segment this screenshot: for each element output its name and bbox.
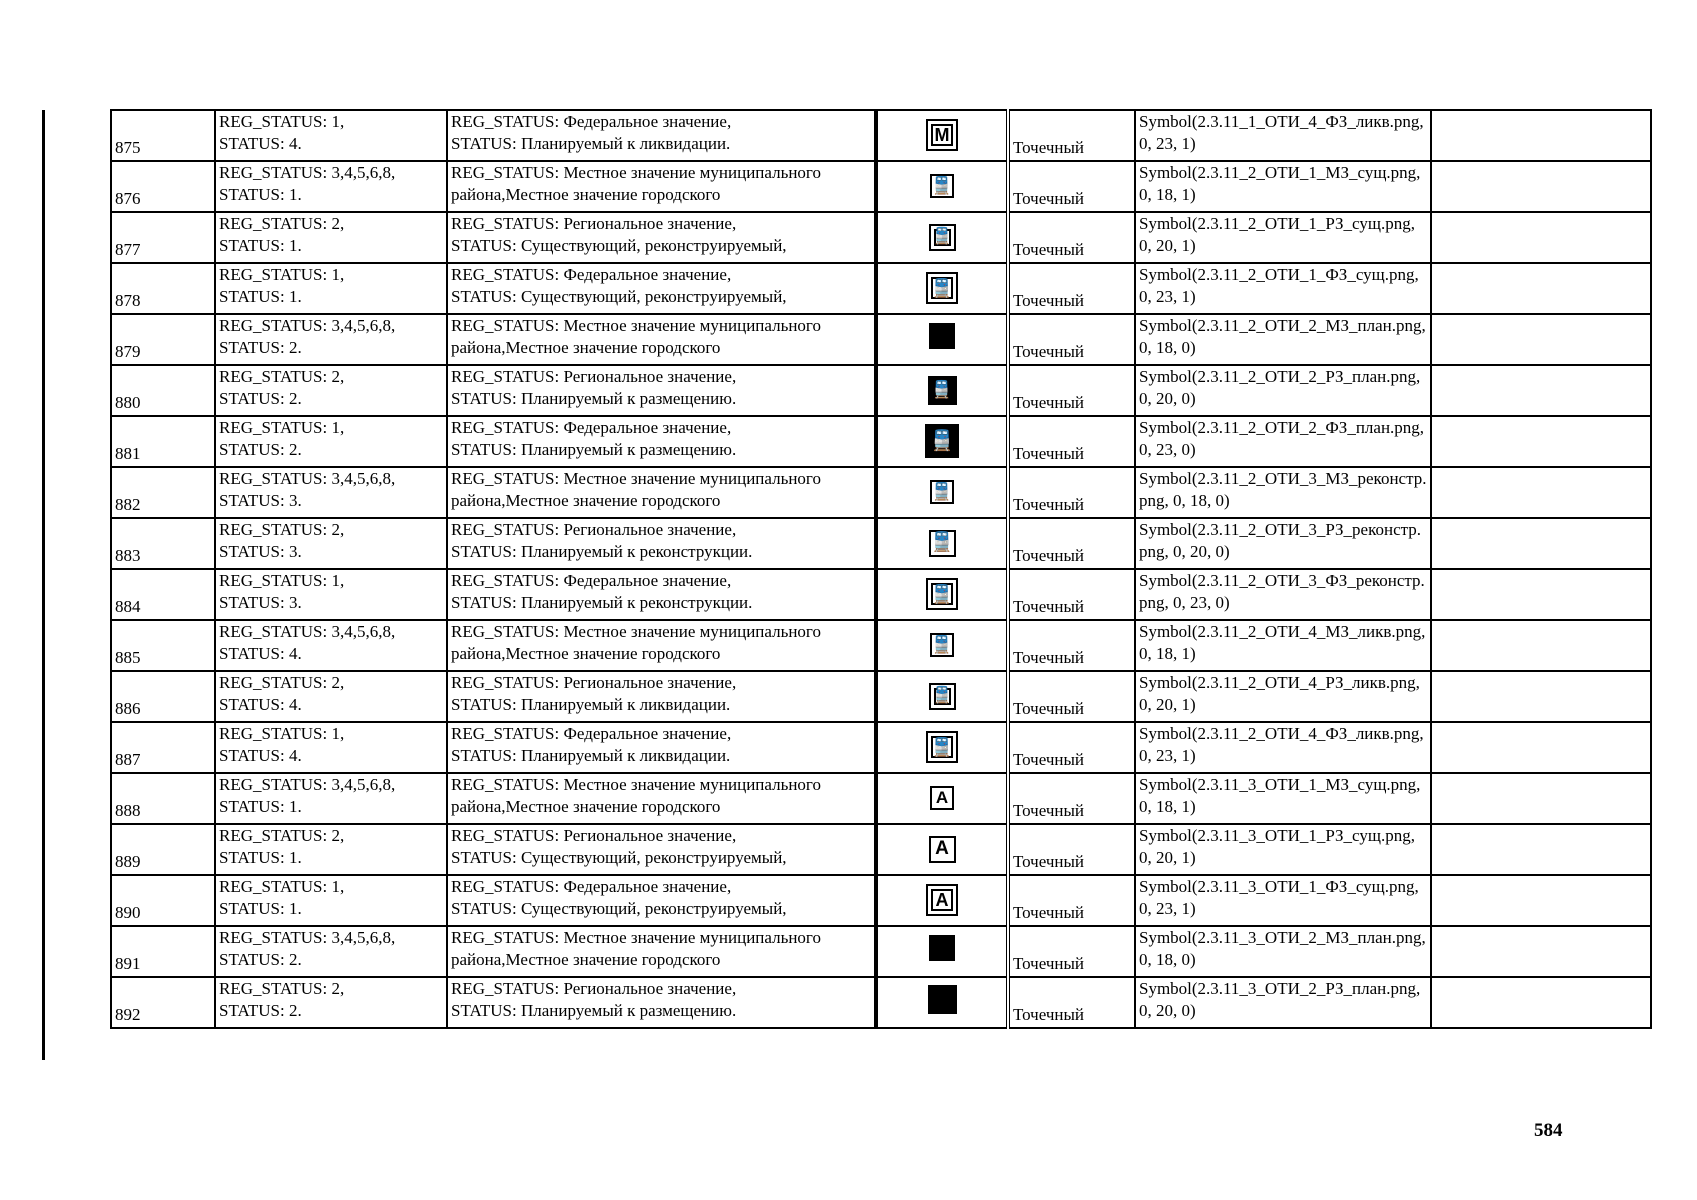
status-description-line: REG_STATUS: Федеральное значение, <box>451 724 732 743</box>
black-square-icon <box>928 985 957 1014</box>
symbol-preview-cell <box>876 161 1008 212</box>
reg-status-line: STATUS: 2. <box>219 389 302 408</box>
status-description-line: REG_STATUS: Федеральное значение, <box>451 265 732 284</box>
row-number-cell: 876 <box>111 161 215 212</box>
reg-status-line: REG_STATUS: 1, <box>219 571 345 590</box>
symbol-preview-cell <box>876 110 1008 161</box>
reg-status-line: REG_STATUS: 1, <box>219 265 345 284</box>
status-description-line: STATUS: Планируемый к ликвидации. <box>451 695 731 714</box>
reg-status-codes-cell <box>215 263 447 314</box>
row-number-cell: 890 <box>111 875 215 926</box>
reg-status-codes-cell <box>215 926 447 977</box>
status-description-cell <box>447 467 876 518</box>
symbol-style-cell: Symbol(2.3.11_3_ОТИ_2_МЗ_план.png, 0, 18, 0) <box>1135 926 1431 977</box>
empty-cell <box>1431 620 1651 671</box>
status-description-line: STATUS: Существующий, реконструируемый, <box>451 899 787 918</box>
reg-status-line: STATUS: 4. <box>219 695 302 714</box>
empty-cell <box>1431 212 1651 263</box>
reg-status-line: STATUS: 1. <box>219 236 302 255</box>
status-description-line: STATUS: Существующий, реконструируемый, <box>451 236 787 255</box>
reg-status-line: STATUS: 2. <box>219 440 302 459</box>
train-icon: 🚆 <box>930 480 954 504</box>
symbol-style-cell: Symbol(2.3.11_2_ОТИ_4_МЗ_ликв.png, 0, 18, 1) <box>1135 620 1431 671</box>
status-description-line: REG_STATUS: Местное значение муниципального <box>451 928 821 947</box>
status-description-line: REG_STATUS: Региональное значение, <box>451 367 737 386</box>
table-row <box>111 263 1651 314</box>
geometry-type-cell: Точечный <box>1008 671 1135 722</box>
empty-cell <box>1431 875 1651 926</box>
reg-status-line: REG_STATUS: 1, <box>219 724 345 743</box>
reg-status-codes-cell <box>215 569 447 620</box>
status-description-cell <box>447 722 876 773</box>
reg-status-line: REG_STATUS: 2, <box>219 673 345 692</box>
table-row <box>111 365 1651 416</box>
reg-status-line: REG_STATUS: 3,4,5,6,8, <box>219 775 396 794</box>
train-icon <box>926 578 958 610</box>
symbol-preview-cell <box>876 620 1008 671</box>
symbol-preview-cell <box>876 773 1008 824</box>
reg-status-line: STATUS: 1. <box>219 899 302 918</box>
status-description-line: REG_STATUS: Местное значение муниципального <box>451 316 821 335</box>
train-glyph: 🚆 <box>930 584 954 604</box>
reg-status-codes-cell <box>215 977 447 1028</box>
symbol-preview-cell <box>876 671 1008 722</box>
symbol-preview-cell <box>876 569 1008 620</box>
status-description-cell <box>447 569 876 620</box>
reg-status-line: STATUS: 4. <box>219 134 302 153</box>
letter-a-icon: A <box>929 836 956 863</box>
row-number-cell: 883 <box>111 518 215 569</box>
status-description-line: STATUS: Планируемый к размещению. <box>451 1001 737 1020</box>
reg-status-line: STATUS: 3. <box>219 542 302 561</box>
reg-status-line: STATUS: 1. <box>219 287 302 306</box>
geometry-type-cell: Точечный <box>1008 161 1135 212</box>
status-description-line: REG_STATUS: Региональное значение, <box>451 214 737 233</box>
symbol-style-cell: Symbol(2.3.11_3_ОТИ_1_ФЗ_сущ.png, 0, 23, 1) <box>1135 875 1431 926</box>
train-icon <box>929 224 956 251</box>
table-row <box>111 977 1651 1028</box>
geometry-type-cell: Точечный <box>1008 620 1135 671</box>
symbol-style-cell: Symbol(2.3.11_2_ОТИ_2_РЗ_план.png, 0, 20, 0) <box>1135 365 1431 416</box>
status-description-line: STATUS: Планируемый к размещению. <box>451 440 737 459</box>
geometry-type-cell: Точечный <box>1008 722 1135 773</box>
geometry-type-cell: Точечный <box>1008 263 1135 314</box>
empty-cell <box>1431 365 1651 416</box>
geometry-type-cell: Точечный <box>1008 314 1135 365</box>
symbol-style-cell: Symbol(2.3.11_2_ОТИ_2_МЗ_план.png, 0, 18, 0) <box>1135 314 1431 365</box>
status-description-line: района,Местное значение городского <box>451 491 721 510</box>
geometry-type-cell: Точечный <box>1008 416 1135 467</box>
row-number-cell: 891 <box>111 926 215 977</box>
symbol-preview-cell <box>876 314 1008 365</box>
empty-cell <box>1431 467 1651 518</box>
letter-a-icon <box>926 884 958 916</box>
geometry-type-cell: Точечный <box>1008 926 1135 977</box>
geometry-type-cell: Точечный <box>1008 824 1135 875</box>
symbol-style-cell: Symbol(2.3.11_2_ОТИ_1_МЗ_сущ.png, 0, 18, 1) <box>1135 161 1431 212</box>
train-solid-icon: 🚆 <box>925 424 959 458</box>
status-description-line: REG_STATUS: Местное значение муниципального <box>451 163 821 182</box>
status-description-cell <box>447 365 876 416</box>
status-description-line: REG_STATUS: Местное значение муниципального <box>451 469 821 488</box>
empty-cell <box>1431 824 1651 875</box>
reg-status-codes-cell <box>215 212 447 263</box>
geometry-type-cell: Точечный <box>1008 518 1135 569</box>
status-description-line: REG_STATUS: Федеральное значение, <box>451 418 732 437</box>
symbol-style-cell: Symbol(2.3.11_2_ОТИ_2_ФЗ_план.png, 0, 23, 0) <box>1135 416 1431 467</box>
symbol-registry-table <box>110 109 1652 1029</box>
status-description-line: REG_STATUS: Региональное значение, <box>451 673 737 692</box>
symbol-style-cell: Symbol(2.3.11_3_ОТИ_2_РЗ_план.png, 0, 20, 0) <box>1135 977 1431 1028</box>
geometry-type-cell: Точечный <box>1008 212 1135 263</box>
empty-cell <box>1431 110 1651 161</box>
symbol-style-cell: Symbol(2.3.11_3_ОТИ_1_РЗ_сущ.png, 0, 20, 1) <box>1135 824 1431 875</box>
status-description-cell <box>447 671 876 722</box>
symbol-style-cell: Symbol(2.3.11_2_ОТИ_4_ФЗ_ликв.png, 0, 23, 1) <box>1135 722 1431 773</box>
status-description-line: REG_STATUS: Региональное значение, <box>451 520 737 539</box>
row-number-cell: 892 <box>111 977 215 1028</box>
table-row <box>111 671 1651 722</box>
status-description-line: STATUS: Планируемый к размещению. <box>451 389 737 408</box>
reg-status-line: REG_STATUS: 3,4,5,6,8, <box>219 316 396 335</box>
symbol-style-cell: Symbol(2.3.11_2_ОТИ_4_РЗ_ликв.png, 0, 20, 1) <box>1135 671 1431 722</box>
table-row <box>111 875 1651 926</box>
status-description-cell <box>447 263 876 314</box>
reg-status-line: REG_STATUS: 2, <box>219 520 345 539</box>
empty-cell <box>1431 671 1651 722</box>
table-row <box>111 518 1651 569</box>
status-description-line: REG_STATUS: Местное значение муниципального <box>451 622 821 641</box>
reg-status-codes-cell <box>215 824 447 875</box>
symbol-style-cell: Symbol(2.3.11_1_ОТИ_4_ФЗ_ликв.png, 0, 23, 1) <box>1135 110 1431 161</box>
train-icon: 🚆 <box>930 633 954 657</box>
status-description-line: района,Местное значение городского <box>451 950 721 969</box>
reg-status-codes-cell <box>215 620 447 671</box>
reg-status-line: REG_STATUS: 3,4,5,6,8, <box>219 163 396 182</box>
reg-status-line: REG_STATUS: 3,4,5,6,8, <box>219 928 396 947</box>
train-glyph: 🚆 <box>930 278 954 298</box>
table-row <box>111 773 1651 824</box>
row-number-cell: 889 <box>111 824 215 875</box>
reg-status-codes-cell <box>215 110 447 161</box>
row-number-cell: 878 <box>111 263 215 314</box>
symbol-preview-cell <box>876 263 1008 314</box>
symbol-preview-cell <box>876 722 1008 773</box>
symbol-preview-cell <box>876 926 1008 977</box>
train-glyph: 🚆 <box>932 228 952 245</box>
reg-status-line: STATUS: 2. <box>219 1001 302 1020</box>
symbol-style-cell: Symbol(2.3.11_2_ОТИ_1_ФЗ_сущ.png, 0, 23, 1) <box>1135 263 1431 314</box>
symbol-preview-cell <box>876 365 1008 416</box>
table-row <box>111 722 1651 773</box>
status-description-line: REG_STATUS: Региональное значение, <box>451 826 737 845</box>
geometry-type-cell: Точечный <box>1008 569 1135 620</box>
reg-status-codes-cell <box>215 416 447 467</box>
reg-status-line: REG_STATUS: 1, <box>219 418 345 437</box>
symbol-preview-cell <box>876 977 1008 1028</box>
table-row <box>111 467 1651 518</box>
row-number-cell: 888 <box>111 773 215 824</box>
geometry-type-cell: Точечный <box>1008 773 1135 824</box>
table-row <box>111 416 1651 467</box>
reg-status-codes-cell <box>215 773 447 824</box>
black-square-icon <box>929 323 955 349</box>
status-description-cell <box>447 773 876 824</box>
status-description-line: REG_STATUS: Федеральное значение, <box>451 877 732 896</box>
reg-status-codes-cell <box>215 518 447 569</box>
reg-status-line: REG_STATUS: 2, <box>219 367 345 386</box>
row-number-cell: 879 <box>111 314 215 365</box>
table-row <box>111 161 1651 212</box>
row-number-cell: 882 <box>111 467 215 518</box>
black-square-icon <box>929 935 955 961</box>
empty-cell <box>1431 314 1651 365</box>
reg-status-line: REG_STATUS: 2, <box>219 826 345 845</box>
reg-status-line: STATUS: 4. <box>219 644 302 663</box>
table-row <box>111 212 1651 263</box>
reg-status-line: STATUS: 1. <box>219 848 302 867</box>
reg-status-line: REG_STATUS: 3,4,5,6,8, <box>219 622 396 641</box>
reg-status-line: STATUS: 2. <box>219 950 302 969</box>
train-glyph: 🚆 <box>932 687 952 704</box>
empty-cell <box>1431 569 1651 620</box>
status-description-cell <box>447 875 876 926</box>
empty-cell <box>1431 263 1651 314</box>
reg-status-codes-cell <box>215 875 447 926</box>
letter-a-icon: A <box>930 786 954 810</box>
status-description-line: STATUS: Планируемый к ликвидации. <box>451 746 731 765</box>
symbol-preview-cell <box>876 416 1008 467</box>
empty-cell <box>1431 977 1651 1028</box>
symbol-preview-cell <box>876 467 1008 518</box>
geometry-type-cell: Точечный <box>1008 875 1135 926</box>
status-description-cell <box>447 518 876 569</box>
symbol-style-cell: Symbol(2.3.11_2_ОТИ_1_РЗ_сущ.png, 0, 20, 1) <box>1135 212 1431 263</box>
table-body <box>111 110 1651 1028</box>
status-description-line: REG_STATUS: Местное значение муниципального <box>451 775 821 794</box>
empty-cell <box>1431 518 1651 569</box>
status-description-line: района,Местное значение городского <box>451 338 721 357</box>
geometry-type-cell: Точечный <box>1008 365 1135 416</box>
reg-status-line: REG_STATUS: 2, <box>219 214 345 233</box>
left-margin-rule <box>42 110 45 1060</box>
table-row <box>111 110 1651 161</box>
reg-status-codes-cell <box>215 671 447 722</box>
status-description-line: REG_STATUS: Региональное значение, <box>451 979 737 998</box>
table-row <box>111 926 1651 977</box>
reg-status-line: STATUS: 3. <box>219 491 302 510</box>
symbol-style-cell: Symbol(2.3.11_2_ОТИ_3_РЗ_реконстр.png, 0, 20, 0) <box>1135 518 1431 569</box>
status-description-cell <box>447 977 876 1028</box>
geometry-type-cell: Точечный <box>1008 110 1135 161</box>
status-description-line: района,Местное значение городского <box>451 797 721 816</box>
reg-status-codes-cell <box>215 722 447 773</box>
status-description-line: REG_STATUS: Федеральное значение, <box>451 112 732 131</box>
status-description-cell <box>447 824 876 875</box>
reg-status-line: REG_STATUS: 1, <box>219 877 345 896</box>
status-description-line: STATUS: Планируемый к реконструкции. <box>451 542 753 561</box>
status-description-cell <box>447 926 876 977</box>
page-number: 584 <box>1534 1120 1563 1141</box>
status-description-line: STATUS: Планируемый к реконструкции. <box>451 593 753 612</box>
status-description-cell <box>447 212 876 263</box>
metro-icon <box>926 119 958 151</box>
row-number-cell: 887 <box>111 722 215 773</box>
reg-status-line: REG_STATUS: 2, <box>219 979 345 998</box>
reg-status-line: STATUS: 4. <box>219 746 302 765</box>
train-glyph: 🚆 <box>930 737 954 757</box>
symbol-preview-cell <box>876 518 1008 569</box>
symbol-preview-cell <box>876 212 1008 263</box>
train-icon <box>929 683 956 710</box>
letter-a-glyph: A <box>931 889 953 911</box>
status-description-cell <box>447 110 876 161</box>
table-row <box>111 824 1651 875</box>
status-description-line: REG_STATUS: Федеральное значение, <box>451 571 732 590</box>
row-number-cell: 884 <box>111 569 215 620</box>
status-description-cell <box>447 620 876 671</box>
train-icon <box>926 272 958 304</box>
reg-status-codes-cell <box>215 161 447 212</box>
symbol-style-cell: Symbol(2.3.11_3_ОТИ_1_МЗ_сущ.png, 0, 18, 1) <box>1135 773 1431 824</box>
geometry-type-cell: Точечный <box>1008 467 1135 518</box>
train-icon: 🚆 <box>930 174 954 198</box>
reg-status-line: REG_STATUS: 3,4,5,6,8, <box>219 469 396 488</box>
reg-status-line: STATUS: 2. <box>219 338 302 357</box>
symbol-preview-cell <box>876 875 1008 926</box>
metro-glyph: M <box>931 124 953 146</box>
status-description-cell <box>447 161 876 212</box>
reg-status-line: STATUS: 1. <box>219 797 302 816</box>
geometry-type-cell: Точечный <box>1008 977 1135 1028</box>
row-number-cell: 880 <box>111 365 215 416</box>
status-description-cell <box>447 416 876 467</box>
symbol-style-cell: Symbol(2.3.11_2_ОТИ_3_МЗ_реконстр.png, 0, 18, 0) <box>1135 467 1431 518</box>
status-description-line: STATUS: Планируемый к ликвидации. <box>451 134 731 153</box>
reg-status-line: STATUS: 3. <box>219 593 302 612</box>
empty-cell <box>1431 926 1651 977</box>
row-number-cell: 875 <box>111 110 215 161</box>
table-row <box>111 569 1651 620</box>
table-row <box>111 314 1651 365</box>
row-number-cell: 885 <box>111 620 215 671</box>
empty-cell <box>1431 416 1651 467</box>
train-icon <box>926 731 958 763</box>
train-icon: 🚆 <box>929 530 956 557</box>
row-number-cell: 886 <box>111 671 215 722</box>
symbol-style-cell: Symbol(2.3.11_2_ОТИ_3_ФЗ_реконстр.png, 0, 23, 0) <box>1135 569 1431 620</box>
reg-status-line: STATUS: 1. <box>219 185 302 204</box>
train-solid-icon: 🚆 <box>928 376 957 405</box>
empty-cell <box>1431 722 1651 773</box>
reg-status-codes-cell <box>215 314 447 365</box>
reg-status-codes-cell <box>215 365 447 416</box>
table-row <box>111 620 1651 671</box>
row-number-cell: 877 <box>111 212 215 263</box>
reg-status-codes-cell <box>215 467 447 518</box>
status-description-line: STATUS: Существующий, реконструируемый, <box>451 848 787 867</box>
empty-cell <box>1431 161 1651 212</box>
reg-status-line: REG_STATUS: 1, <box>219 112 345 131</box>
status-description-cell <box>447 314 876 365</box>
empty-cell <box>1431 773 1651 824</box>
status-description-line: STATUS: Существующий, реконструируемый, <box>451 287 787 306</box>
status-description-line: района,Местное значение городского <box>451 185 721 204</box>
symbol-preview-cell <box>876 824 1008 875</box>
status-description-line: района,Местное значение городского <box>451 644 721 663</box>
row-number-cell: 881 <box>111 416 215 467</box>
